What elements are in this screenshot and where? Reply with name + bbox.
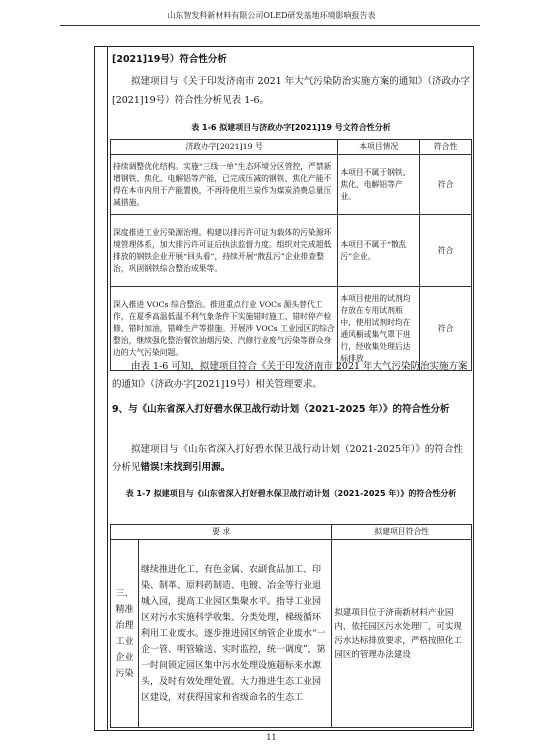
left-column	[94, 46, 108, 731]
row-requirement: 深入推进 VOCs 综合整治。推进重点行业 VOCs 源头替代工作，在夏季高温低温不利气象条件下实施错时施工、错时停产检修、错时加油，错峰生产等措施。开展涉 VOCs 工业园区的综合整治，继续强化整治餐饮油烟污染、汽修行业废气污染等群众身边的大气污染问题。	[111, 287, 338, 371]
header-rule	[60, 25, 480, 26]
row-requirement: 深度推进工业污染源治理。构建以排污许可证为载体的污染源环境管理体系，加大排污许可证后执法监督力度。组织对完成超低排放的钢铁企业开展“回头看”，持续开展“散乱污”企业排查整治，巩固钢铁综合整治成果等。	[111, 215, 338, 287]
row-category-label: 三、精准治理工业企业污染	[111, 540, 139, 728]
table-row	[111, 540, 472, 728]
table-row	[111, 215, 472, 287]
col-header-result: 符合性	[420, 140, 472, 155]
col-header-requirement: 要 求	[111, 525, 332, 540]
page-number: 11	[266, 733, 277, 742]
col-header-status: 本项目情况	[338, 140, 420, 155]
row-result: 符合	[420, 287, 472, 371]
row-result: 符合	[420, 155, 472, 215]
row-status: 本项目使用的试剂均存放在专用试剂瓶中，使用试剂时均在通风橱或集气罩下进行，经收集处理后达标排放	[338, 287, 420, 371]
reference-error: 错误!未找到引用源。	[140, 462, 231, 473]
row-status: 本项目不属于“散乱污”企业。	[338, 215, 420, 287]
page-header: 山东智发科新材料有限公司OLED研发基地环境影响报告表	[167, 11, 376, 20]
section-title: [2021]19号）符合性分析	[112, 54, 227, 65]
row-requirement: 持续调整优化结构。实施“三线一单”生态环境分区管控，严禁新增钢铁、焦化、电解铝等产能，已完成压减的钢铁、焦化产能不得在本市内用于产能置换，不再待使用兰炭作为煤炭消费总量压减措施。	[111, 155, 338, 215]
table-1-6-caption: 表 1-6 拟建项目与济政办字[2021]19 号文符合性分析	[191, 123, 391, 132]
row-status: 本项目不属于钢铁、焦化、电解铝等产业。	[338, 155, 420, 215]
table-1-7	[110, 524, 472, 728]
table-header-row	[111, 140, 472, 155]
section-9-intro	[112, 441, 470, 477]
row-result: 符合	[420, 215, 472, 287]
intro-paragraph: 拟建项目与《关于印发济南市 2021 年大气污染防治实施方案的通知》（济政办字[2021]19号）符合性分析见表 1-6。	[112, 76, 470, 106]
section-9-heading: 9、与《山东省深入打好碧水保卫战行动计划（2021-2025 年）》的符合性分析	[112, 404, 450, 415]
row-requirement: 继续推进化工、有色金属、农副食品加工、印染、制革、原料药制造、电镀、冶金等行业退城入园，提高工业园区集聚水平。指导工业园区对污水实施科学收集、分类处理，梯级循环利用工业废水。逐步推进园区纳管企业废水“一企一管、明管输送、实时监控，统一调度”，第一时间锁定园区集中污水处理设施超标来水源头，及时有效处理处置。大力推进生态工业园区建设，对获得国家和省级命名的生态工	[138, 540, 331, 728]
table-1-7-caption: 表 1-7 拟建项目与《山东省深入打好碧水保卫战行动计划（2021-2025 年）》的符合性分析	[125, 489, 457, 498]
col-header-compliance: 拟建项目符合性	[332, 525, 472, 540]
table-1-6	[110, 139, 472, 371]
table-row	[111, 155, 472, 215]
table-header-row	[111, 525, 472, 540]
section-9-intro-text: 拟建项目与《山东省深入打好碧水保卫战行动计划（2021-2025年）》的符合性分析见	[112, 444, 463, 473]
conclusion-paragraph: 由表 1-6 可知，拟建项目符合《关于印发济南市 2021 年大气污染防治实施方案的通知》（济政办字[2021]19号）相关管理要求。	[112, 361, 468, 390]
row-status: 拟建项目位于济南新材料产业园内，依托园区污水处理厂，可实现污水达标排放要求，严格按照化工园区的管理办法建设	[332, 540, 472, 728]
col-header-requirement: 济政办字[2021]19 号	[111, 140, 338, 155]
